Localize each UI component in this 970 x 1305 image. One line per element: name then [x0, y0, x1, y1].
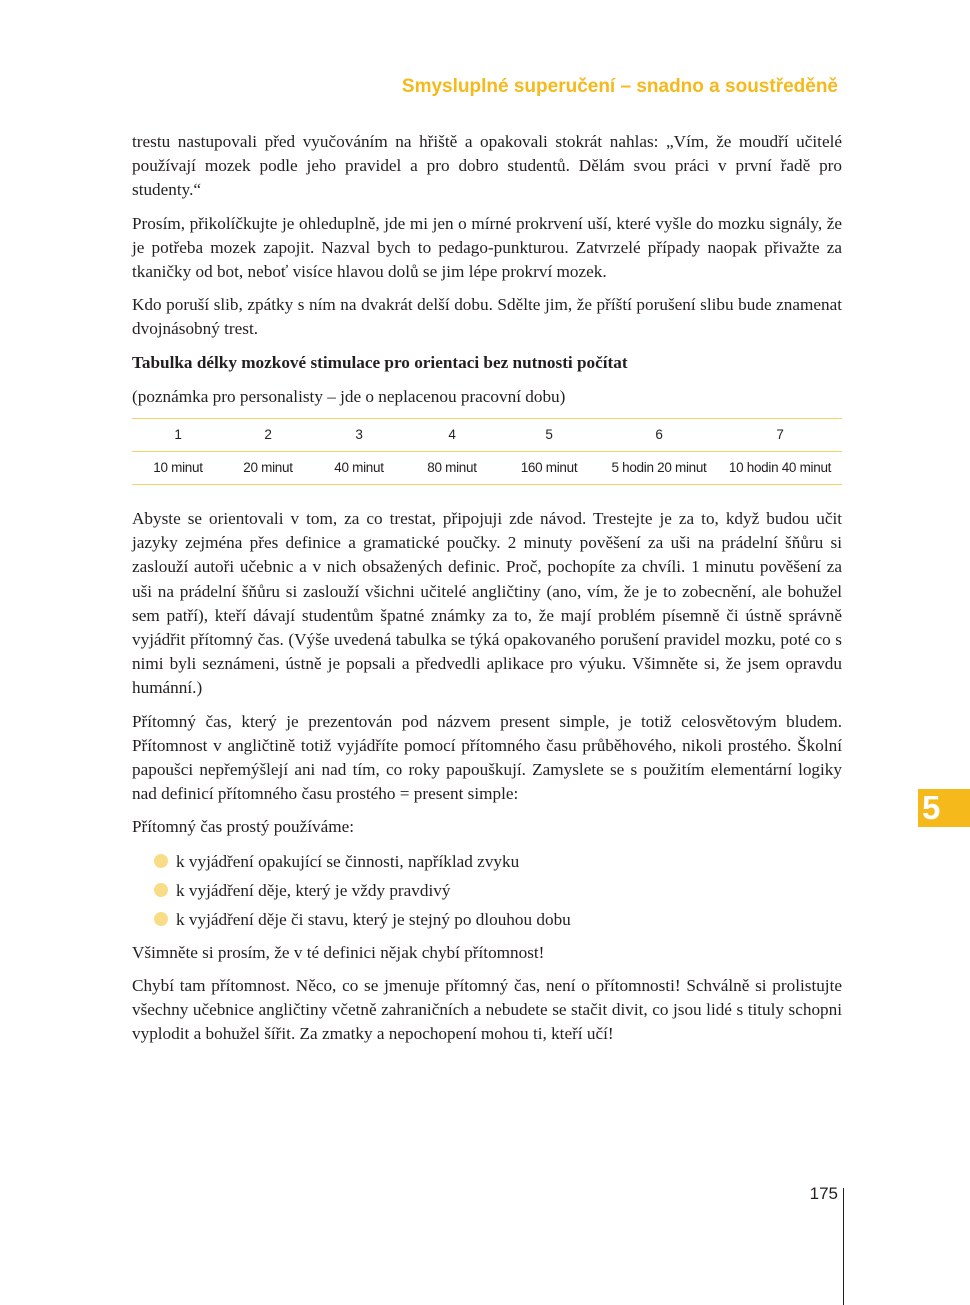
bullet-dot-icon	[154, 854, 168, 868]
chapter-number: 5	[922, 789, 941, 826]
table-cell-level: 6	[600, 419, 718, 452]
page-content	[132, 130, 842, 1055]
table-row-levels	[132, 419, 842, 452]
list-item-text: k vyjádření děje či stavu, který je stejný po dlouhou dobu	[176, 909, 571, 929]
list-item-text: k vyjádření opakující se činnosti, například zvyku	[176, 851, 520, 871]
page-rule	[843, 1188, 844, 1305]
page-number: 175	[809, 1184, 838, 1203]
paragraph: Prosím, přikolíčkujte je ohleduplně, jde mi jen o mírné prokrvení uší, které vyšle do mozku signály, že je potřeba mozek zapojit. Nazval bych to pedago-punkturou. Zatvrzelé případy naopak přivažte za tkaničky od bot, neboť visíce hlavou dolů se jim lépe prokrví mozek.	[132, 213, 842, 282]
table-cell-level: 4	[406, 419, 498, 452]
chapter-tab	[918, 789, 970, 827]
paragraph: Přítomný čas prostý používáme:	[132, 817, 354, 837]
bullet-dot-icon	[154, 883, 168, 897]
bullet-dot-icon	[154, 912, 168, 926]
table-note: (poznámka pro personalisty – jde o neplacenou pracovní dobu)	[132, 386, 566, 406]
table-cell-level: 1	[132, 419, 224, 452]
paragraph: Všimněte si prosím, že v té definici nějak chybí přítomnost!	[132, 942, 545, 962]
paragraph: Abyste se orientovali v tom, za co trestat, připojuji zde návod. Trestejte je za to, když budou učit jazyky zejména přes definice a gramatické poučky. 2 minuty pověšení za uši na prádelní šňůru si zaslouží autoři učebnic a v nich obsažených definic. Proč, pochopíte za chvíli. 1 minutu pověšení za uši na prádelní šňůru si zaslouží všichni učitelé angličtiny (ano, vím, že je to zobecnění, ale bohužel sem patří), kteří dávají studentům špatné známky za to, že mají problém písemně či ústně správně vyjádřit přítomný čas. (Výše uvedená tabulka se týká opakovaného porušení pravidel mozku, poté co s nimi byli seznámeni, ústně je popsali a předvedli aplikace pro výuku. Všimněte si, že jsem opravdu humánní.)	[132, 509, 842, 698]
paragraph: trestu nastupovali před vyučováním na hřiště a opakovali stokrát nahlas: „Vím, že moudří učitelé používají mozek podle jeho pravidel a pro dobro studentů. Dělám svou práci v první řadě pro studenty.“	[132, 132, 842, 200]
table-cell-duration: 10 hodin 40 minut	[718, 452, 842, 485]
table-cell-duration: 160 minut	[498, 452, 600, 485]
stimulation-table	[132, 418, 842, 485]
table-cell-duration: 20 minut	[224, 452, 312, 485]
paragraph: Kdo poruší slib, zpátky s ním na dvakrát delší dobu. Sdělte jim, že příští porušení slibu bude znamenat dvojnásobný trest.	[132, 295, 842, 339]
table-cell-duration: 10 minut	[132, 452, 224, 485]
paragraph: Přítomný čas, který je prezentován pod názvem present simple, je totiž celosvětovým bludem. Přítomnost v angličtině totiž vyjádříte pomocí přítomného času průběhového, nikoli prostého. Školní papoušci nepřemýšlejí ani nad tím, co roky papouškují. Zamyslete se s použitím elementární logiky nad definicí přítomného času prostého = present simple:	[132, 711, 842, 804]
table-cell-duration: 40 minut	[312, 452, 406, 485]
table-cell-level: 7	[718, 419, 842, 452]
running-title: Smysluplné superučení – snadno a soustředěně	[401, 76, 838, 97]
table-cell-level: 2	[224, 419, 312, 452]
list-item	[132, 876, 842, 905]
bullet-list	[132, 847, 842, 934]
paragraph: Chybí tam přítomnost. Něco, co se jmenuje přítomný čas, není o přítomnosti! Schválně si prolistujte všechny učebnice angličtiny včetně zahraničních a nebudete se stačit divit, co jsou lidé s tituly schopni vyplodit a bohužel šířit. Za zmatky a nepochopení mohou ti, kteří učí!	[132, 975, 842, 1044]
list-item	[132, 847, 842, 876]
table-heading: Tabulka délky mozkové stimulace pro orientaci bez nutnosti počítat	[132, 352, 628, 372]
table-cell-duration: 5 hodin 20 minut	[600, 452, 718, 485]
list-item	[132, 905, 842, 934]
table-cell-level: 3	[312, 419, 406, 452]
table-cell-duration: 80 minut	[406, 452, 498, 485]
table-row-durations	[132, 452, 842, 485]
list-item-text: k vyjádření děje, který je vždy pravdivý	[176, 880, 451, 900]
table-cell-level: 5	[498, 419, 600, 452]
